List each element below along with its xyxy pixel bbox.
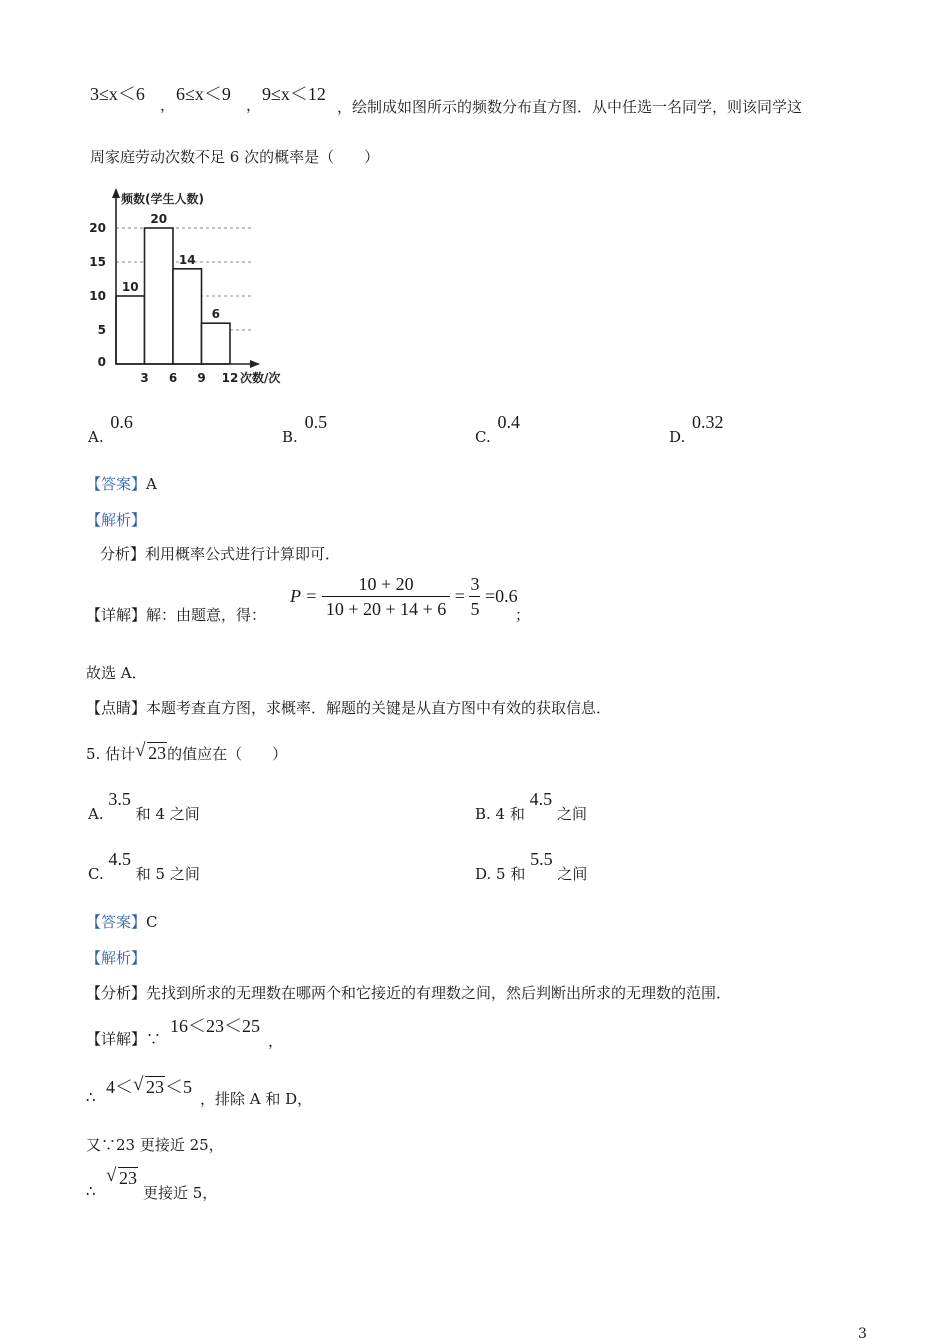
x-tick-label: 12 <box>221 371 239 385</box>
option-value: 4.5 <box>108 849 131 869</box>
option-value: 5.5 <box>530 849 553 869</box>
sqrt-expression <box>106 1165 138 1189</box>
option-value: 4.5 <box>529 789 553 809</box>
q5-option-b <box>475 789 587 824</box>
q5-analysis-text: 【分析】先找到所求的无理数在哪两个和它接近的有理数之间，然后判断出所求的无理数的范围． <box>86 984 732 1002</box>
radical-sign: √ <box>106 1165 117 1186</box>
option-text: 和 4 之间 <box>135 805 200 823</box>
y-tick-label: 20 <box>89 221 106 235</box>
formula-result: =0.6 <box>484 586 518 606</box>
option-letter: C. <box>88 865 104 883</box>
fraction-denominator: 5 <box>470 599 480 619</box>
histogram-bar <box>173 269 202 364</box>
probability-formula <box>290 572 518 621</box>
option-text: 之间 <box>557 865 588 883</box>
q5-also-line: 又∵23 更接近 25， <box>86 1136 224 1154</box>
fraction-numerator: 3 <box>469 572 480 597</box>
option-text: 之间 <box>556 805 587 823</box>
option-value: 3.5 <box>108 789 131 809</box>
formula-lhs: P = <box>290 586 318 606</box>
option-letter: A. <box>88 428 104 446</box>
option-value: 0.4 <box>497 412 520 432</box>
histogram-bar <box>202 323 231 364</box>
y-tick-label: 10 <box>89 289 106 303</box>
q5-answer-line <box>86 911 158 932</box>
inequality-2 <box>106 1073 192 1099</box>
radicand: 23 <box>146 1077 164 1097</box>
bar-value-label: 10 <box>121 280 139 294</box>
x-tick-label: 0 <box>97 355 106 369</box>
histogram-bar <box>145 228 174 364</box>
formula-semicolon: ； <box>515 606 531 624</box>
option-value: 0.32 <box>692 412 724 432</box>
option-letter: B. 4 和 <box>475 805 525 823</box>
x-tick-label: 3 <box>140 371 149 385</box>
option-letter: B. <box>282 428 298 446</box>
radical-sign: √ <box>133 1074 144 1095</box>
y-axis-title: 频数(学生人数) <box>121 192 204 206</box>
answer-tag: 【答案】 <box>86 475 147 493</box>
q4-detail-line <box>86 604 266 625</box>
option-value: 0.6 <box>110 412 133 432</box>
fraction-numerator: 10 + 20 <box>322 572 450 597</box>
option-letter: A. <box>88 805 104 823</box>
answer-value: A <box>146 475 157 493</box>
exclude-text: ，排除 A 和 D， <box>200 1090 313 1108</box>
inequality-1-comma: ， <box>268 1032 284 1050</box>
answer-value: C <box>146 913 158 931</box>
inequality-1: 16＜23＜25 <box>170 1016 260 1036</box>
option-letter: D. <box>669 428 686 446</box>
stem-suffix: 的值应在（ ） <box>167 745 288 763</box>
bar-value-label: 6 <box>211 307 220 322</box>
inequality-left: 4＜ <box>106 1077 133 1097</box>
comma-2: ， <box>246 96 262 114</box>
detail-tag: 【详解】 <box>86 1030 147 1048</box>
option-text: 和 5 之间 <box>135 865 200 883</box>
histogram-bar <box>116 296 145 364</box>
answer-tag: 【答案】 <box>86 913 147 931</box>
x-axis-arrow <box>250 360 260 368</box>
radicand: 23 <box>148 743 167 763</box>
option-letter: C. <box>475 428 491 446</box>
q4-option-a <box>88 412 133 447</box>
option-letter: D. 5 和 <box>475 865 526 883</box>
q4-comment-line <box>86 697 611 718</box>
x-tick-label: 9 <box>197 371 206 385</box>
range-2: 6≤x＜9 <box>176 84 231 104</box>
comment-text: 本题考查直方图，求概率．解题的关键是从直方图中有效的获取信息． <box>146 699 612 717</box>
sqrt-23-closer <box>106 1165 138 1189</box>
y-tick-label: 15 <box>89 255 106 269</box>
q5-option-a <box>88 789 200 824</box>
q5-detail-line <box>86 1028 161 1049</box>
sqrt-expression <box>133 1074 165 1098</box>
formula-equals: = <box>454 586 465 606</box>
q5-analysis-tag: 【解析】 <box>86 949 147 967</box>
closer-text: 更接近 5， <box>143 1184 218 1202</box>
fraction-denominator: 10 + 20 + 14 + 6 <box>325 599 447 619</box>
bar-value-label: 14 <box>178 252 196 267</box>
q5-stem <box>86 740 288 764</box>
radicand: 23 <box>119 1168 137 1188</box>
sqrt-expression <box>135 740 167 764</box>
q4-answer-line <box>86 473 157 494</box>
x-axis-title: 次数/次 <box>240 371 281 385</box>
range-3: 9≤x＜12 <box>262 84 326 104</box>
y-axis-arrow <box>112 188 120 198</box>
q5-option-c <box>88 849 200 884</box>
bar-value-label: 20 <box>150 212 168 226</box>
frequency-histogram <box>88 186 308 391</box>
page-number: 3 <box>858 1326 867 1342</box>
q4-analysis-tag: 【解析】 <box>86 511 147 529</box>
fraction-main <box>322 572 450 621</box>
radical-sign: √ <box>135 740 146 761</box>
detail-text: 解：由题意，得： <box>146 606 267 624</box>
q4-analysis-text: 分析】利用概率公式进行计算即可． <box>100 545 341 563</box>
x-tick-label: 6 <box>168 371 178 385</box>
detail-tag: 【详解】 <box>86 606 147 624</box>
comma-1: ， <box>160 96 176 114</box>
stem-prefix: 5. 估计 <box>86 745 136 763</box>
q5-option-d <box>475 849 588 884</box>
therefore-symbol-2: ∴ <box>86 1182 96 1200</box>
intro-line-1: ，绘制成如图所示的频数分布直方图．从中任选一名同学，则该同学这 <box>337 98 803 116</box>
q4-option-d <box>669 412 724 447</box>
inequality-right: ＜5 <box>165 1077 192 1097</box>
fraction-simplified <box>469 572 480 621</box>
intro-line-2: 周家庭劳动次数不足 6 次的概率是（ ） <box>90 148 380 166</box>
q4-choice: 故选 A． <box>86 664 147 682</box>
q4-option-c <box>475 412 520 447</box>
comment-tag: 【点睛】 <box>86 699 147 717</box>
option-value: 0.5 <box>304 412 328 432</box>
y-tick-label: 5 <box>97 323 106 337</box>
because-symbol: ∵ <box>146 1030 162 1048</box>
range-1: 3≤x＜6 <box>90 84 145 104</box>
therefore-symbol-1: ∴ <box>86 1088 96 1106</box>
q4-option-b <box>282 412 328 447</box>
